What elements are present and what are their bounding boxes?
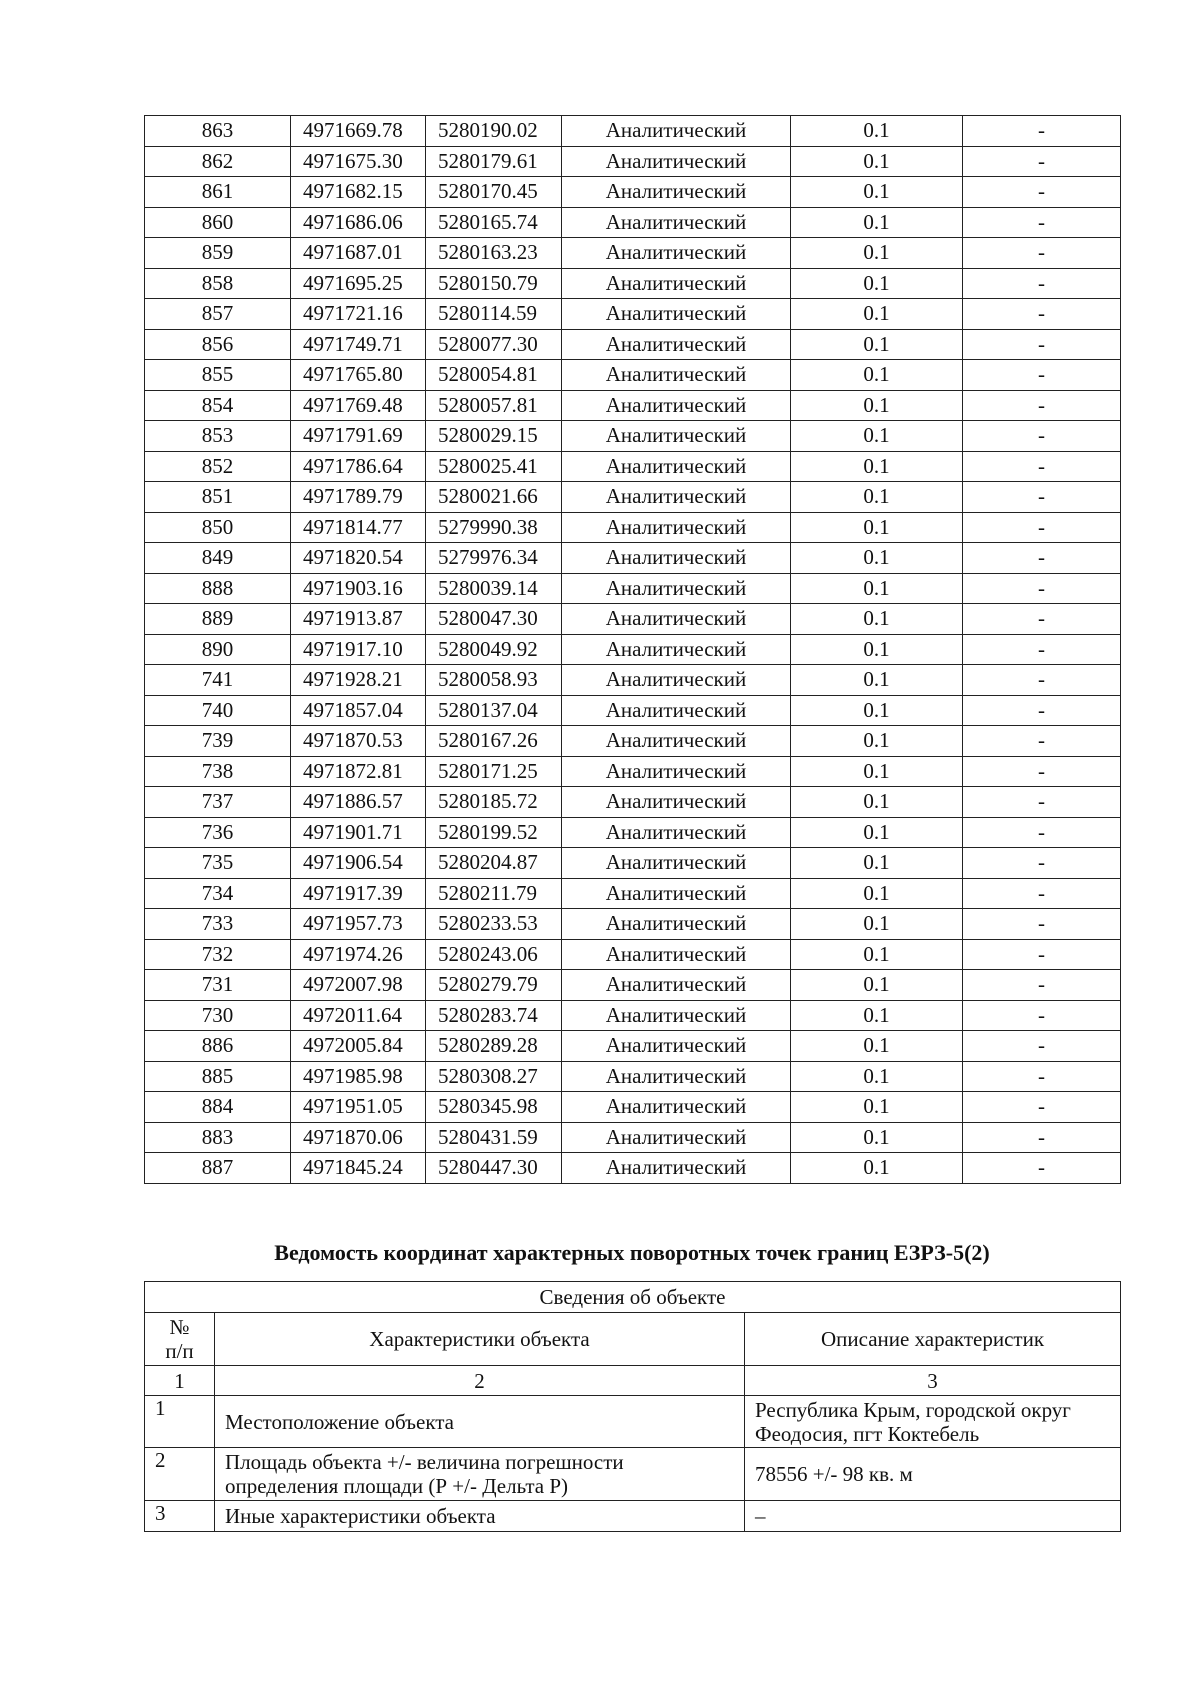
coordinate-row [145, 634, 1121, 665]
cell-x-coordinate: 4971957.73 [291, 909, 426, 940]
cell-description: - [963, 268, 1121, 299]
cell-point-number: 888 [145, 573, 291, 604]
cell-y-coordinate: 5280179.61 [426, 146, 562, 177]
cell-method: Аналитический [562, 390, 791, 421]
cell-method: Аналитический [562, 146, 791, 177]
cell-point-number: 734 [145, 878, 291, 909]
coordinate-row [145, 512, 1121, 543]
cell-method: Аналитический [562, 268, 791, 299]
cell-description: - [963, 1153, 1121, 1184]
cell-y-coordinate: 5280021.66 [426, 482, 562, 513]
cell-description: - [963, 299, 1121, 330]
cell-accuracy: 0.1 [791, 939, 963, 970]
cell-point-number: 889 [145, 604, 291, 635]
cell-point-number: 890 [145, 634, 291, 665]
cell-method: Аналитический [562, 1122, 791, 1153]
cell-accuracy: 0.1 [791, 634, 963, 665]
cell-description: - [963, 817, 1121, 848]
coordinate-row [145, 1031, 1121, 1062]
cell-point-number: 885 [145, 1061, 291, 1092]
coordinate-row [145, 604, 1121, 635]
cell-x-coordinate: 4971845.24 [291, 1153, 426, 1184]
cell-point-number: 738 [145, 756, 291, 787]
cell-point-number: 862 [145, 146, 291, 177]
cell-description: - [963, 1000, 1121, 1031]
coordinate-row [145, 1000, 1121, 1031]
coordinate-row [145, 695, 1121, 726]
info-row-characteristic: Площадь объекта +/- величина погрешности определения площади (Р +/- Дельта Р) [215, 1448, 745, 1501]
cell-x-coordinate: 4971886.57 [291, 787, 426, 818]
cell-method: Аналитический [562, 909, 791, 940]
col-number-3: 3 [745, 1366, 1121, 1396]
cell-accuracy: 0.1 [791, 1031, 963, 1062]
cell-accuracy: 0.1 [791, 543, 963, 574]
cell-description: - [963, 726, 1121, 757]
cell-x-coordinate: 4972005.84 [291, 1031, 426, 1062]
cell-method: Аналитический [562, 512, 791, 543]
coordinate-row [145, 726, 1121, 757]
info-row [145, 1448, 1121, 1501]
cell-point-number: 887 [145, 1153, 291, 1184]
cell-accuracy: 0.1 [791, 817, 963, 848]
cell-x-coordinate: 4971687.01 [291, 238, 426, 269]
cell-x-coordinate: 4971870.06 [291, 1122, 426, 1153]
coordinate-row [145, 299, 1121, 330]
cell-description: - [963, 512, 1121, 543]
cell-y-coordinate: 5280171.25 [426, 756, 562, 787]
coordinate-row [145, 787, 1121, 818]
cell-y-coordinate: 5280057.81 [426, 390, 562, 421]
cell-description: - [963, 787, 1121, 818]
cell-accuracy: 0.1 [791, 787, 963, 818]
cell-method: Аналитический [562, 451, 791, 482]
cell-x-coordinate: 4971928.21 [291, 665, 426, 696]
cell-method: Аналитический [562, 970, 791, 1001]
cell-y-coordinate: 5279976.34 [426, 543, 562, 574]
cell-x-coordinate: 4971695.25 [291, 268, 426, 299]
cell-accuracy: 0.1 [791, 970, 963, 1001]
cell-x-coordinate: 4971903.16 [291, 573, 426, 604]
cell-y-coordinate: 5280211.79 [426, 878, 562, 909]
cell-point-number: 733 [145, 909, 291, 940]
coordinate-row [145, 878, 1121, 909]
cell-x-coordinate: 4971721.16 [291, 299, 426, 330]
cell-point-number: 883 [145, 1122, 291, 1153]
info-row [145, 1396, 1121, 1448]
cell-point-number: 859 [145, 238, 291, 269]
cell-method: Аналитический [562, 848, 791, 879]
cell-description: - [963, 116, 1121, 147]
cell-y-coordinate: 5280185.72 [426, 787, 562, 818]
cell-method: Аналитический [562, 1061, 791, 1092]
cell-method: Аналитический [562, 787, 791, 818]
cell-y-coordinate: 5280233.53 [426, 909, 562, 940]
cell-x-coordinate: 4971765.80 [291, 360, 426, 391]
cell-point-number: 741 [145, 665, 291, 696]
cell-y-coordinate: 5280165.74 [426, 207, 562, 238]
object-info-table [144, 1281, 1121, 1532]
cell-x-coordinate: 4971749.71 [291, 329, 426, 360]
cell-method: Аналитический [562, 1031, 791, 1062]
cell-x-coordinate: 4971901.71 [291, 817, 426, 848]
cell-method: Аналитический [562, 1092, 791, 1123]
cell-x-coordinate: 4971872.81 [291, 756, 426, 787]
cell-accuracy: 0.1 [791, 909, 963, 940]
cell-x-coordinate: 4972011.64 [291, 1000, 426, 1031]
cell-accuracy: 0.1 [791, 116, 963, 147]
cell-point-number: 856 [145, 329, 291, 360]
cell-description: - [963, 177, 1121, 208]
cell-description: - [963, 146, 1121, 177]
cell-description: - [963, 451, 1121, 482]
coordinates-table [144, 115, 1121, 1184]
cell-y-coordinate: 5280345.98 [426, 1092, 562, 1123]
cell-accuracy: 0.1 [791, 177, 963, 208]
cell-description: - [963, 939, 1121, 970]
cell-x-coordinate: 4971814.77 [291, 512, 426, 543]
cell-method: Аналитический [562, 665, 791, 696]
info-table-header: Сведения об объекте [145, 1282, 1121, 1313]
cell-y-coordinate: 5280039.14 [426, 573, 562, 604]
cell-y-coordinate: 5280049.92 [426, 634, 562, 665]
cell-y-coordinate: 5280447.30 [426, 1153, 562, 1184]
coordinate-row [145, 177, 1121, 208]
cell-point-number: 850 [145, 512, 291, 543]
cell-accuracy: 0.1 [791, 1061, 963, 1092]
cell-point-number: 852 [145, 451, 291, 482]
cell-accuracy: 0.1 [791, 604, 963, 635]
cell-x-coordinate: 4971974.26 [291, 939, 426, 970]
cell-method: Аналитический [562, 299, 791, 330]
cell-accuracy: 0.1 [791, 299, 963, 330]
cell-accuracy: 0.1 [791, 1153, 963, 1184]
coordinate-row [145, 817, 1121, 848]
cell-description: - [963, 604, 1121, 635]
cell-y-coordinate: 5280283.74 [426, 1000, 562, 1031]
col-header-characteristics: Характеристики объекта [215, 1313, 745, 1366]
cell-x-coordinate: 4971786.64 [291, 451, 426, 482]
coordinate-row [145, 1061, 1121, 1092]
cell-method: Аналитический [562, 543, 791, 574]
cell-point-number: 855 [145, 360, 291, 391]
info-column-number-row [145, 1366, 1121, 1396]
cell-description: - [963, 695, 1121, 726]
cell-y-coordinate: 5280279.79 [426, 970, 562, 1001]
cell-accuracy: 0.1 [791, 1092, 963, 1123]
cell-method: Аналитический [562, 329, 791, 360]
coordinate-row [145, 451, 1121, 482]
cell-y-coordinate: 5280190.02 [426, 116, 562, 147]
cell-method: Аналитический [562, 939, 791, 970]
cell-y-coordinate: 5280204.87 [426, 848, 562, 879]
cell-point-number: 863 [145, 116, 291, 147]
cell-accuracy: 0.1 [791, 268, 963, 299]
cell-y-coordinate: 5280054.81 [426, 360, 562, 391]
coordinate-row [145, 970, 1121, 1001]
cell-method: Аналитический [562, 116, 791, 147]
cell-method: Аналитический [562, 360, 791, 391]
cell-accuracy: 0.1 [791, 329, 963, 360]
cell-method: Аналитический [562, 207, 791, 238]
info-header-row [145, 1282, 1121, 1313]
cell-point-number: 730 [145, 1000, 291, 1031]
cell-description: - [963, 482, 1121, 513]
cell-x-coordinate: 4971870.53 [291, 726, 426, 757]
cell-y-coordinate: 5280137.04 [426, 695, 562, 726]
cell-accuracy: 0.1 [791, 451, 963, 482]
coordinate-row [145, 665, 1121, 696]
cell-description: - [963, 1031, 1121, 1062]
cell-method: Аналитический [562, 756, 791, 787]
cell-method: Аналитический [562, 817, 791, 848]
coordinate-row [145, 482, 1121, 513]
cell-y-coordinate: 5280029.15 [426, 421, 562, 452]
cell-method: Аналитический [562, 878, 791, 909]
cell-accuracy: 0.1 [791, 238, 963, 269]
info-column-header-row [145, 1313, 1121, 1366]
cell-x-coordinate: 4971669.78 [291, 116, 426, 147]
coordinate-row [145, 756, 1121, 787]
cell-method: Аналитический [562, 573, 791, 604]
cell-y-coordinate: 5280289.28 [426, 1031, 562, 1062]
cell-x-coordinate: 4971769.48 [291, 390, 426, 421]
col-number-2: 2 [215, 1366, 745, 1396]
cell-point-number: 854 [145, 390, 291, 421]
coordinate-row [145, 390, 1121, 421]
cell-accuracy: 0.1 [791, 360, 963, 391]
cell-x-coordinate: 4971913.87 [291, 604, 426, 635]
cell-accuracy: 0.1 [791, 878, 963, 909]
info-row-characteristic: Иные характеристики объекта [215, 1501, 745, 1532]
coordinate-row [145, 116, 1121, 147]
coordinate-row [145, 1092, 1121, 1123]
cell-description: - [963, 756, 1121, 787]
cell-description: - [963, 543, 1121, 574]
cell-method: Аналитический [562, 482, 791, 513]
coordinate-row [145, 421, 1121, 452]
coordinate-row [145, 1153, 1121, 1184]
cell-point-number: 886 [145, 1031, 291, 1062]
cell-y-coordinate: 5280170.45 [426, 177, 562, 208]
coordinate-row [145, 848, 1121, 879]
cell-description: - [963, 1092, 1121, 1123]
coordinate-row [145, 329, 1121, 360]
coordinate-row [145, 543, 1121, 574]
cell-point-number: 735 [145, 848, 291, 879]
coordinate-row [145, 268, 1121, 299]
coordinate-row [145, 207, 1121, 238]
coordinate-row [145, 238, 1121, 269]
cell-x-coordinate: 4971675.30 [291, 146, 426, 177]
cell-x-coordinate: 4971682.15 [291, 177, 426, 208]
cell-x-coordinate: 4971686.06 [291, 207, 426, 238]
cell-accuracy: 0.1 [791, 695, 963, 726]
cell-point-number: 857 [145, 299, 291, 330]
cell-description: - [963, 848, 1121, 879]
cell-point-number: 740 [145, 695, 291, 726]
cell-point-number: 861 [145, 177, 291, 208]
cell-accuracy: 0.1 [791, 573, 963, 604]
cell-accuracy: 0.1 [791, 390, 963, 421]
info-row-description: Республика Крым, городской округ Феодосия, пгт Коктебель [745, 1396, 1121, 1448]
cell-x-coordinate: 4971906.54 [291, 848, 426, 879]
cell-y-coordinate: 5280114.59 [426, 299, 562, 330]
cell-description: - [963, 573, 1121, 604]
cell-description: - [963, 207, 1121, 238]
cell-description: - [963, 970, 1121, 1001]
cell-description: - [963, 1122, 1121, 1153]
cell-point-number: 739 [145, 726, 291, 757]
cell-y-coordinate: 5280308.27 [426, 1061, 562, 1092]
info-row-number: 3 [145, 1501, 215, 1532]
info-row-description: 78556 +/- 98 кв. м [745, 1448, 1121, 1501]
coordinate-row [145, 146, 1121, 177]
cell-accuracy: 0.1 [791, 726, 963, 757]
col-header-description: Описание характеристик [745, 1313, 1121, 1366]
coordinates-table-body [145, 116, 1121, 1184]
info-row-number: 2 [145, 1448, 215, 1501]
info-row-number: 1 [145, 1396, 215, 1448]
cell-y-coordinate: 5280150.79 [426, 268, 562, 299]
cell-method: Аналитический [562, 1153, 791, 1184]
info-row [145, 1501, 1121, 1532]
cell-y-coordinate: 5280243.06 [426, 939, 562, 970]
cell-method: Аналитический [562, 634, 791, 665]
cell-point-number: 851 [145, 482, 291, 513]
cell-method: Аналитический [562, 604, 791, 635]
section-title: Ведомость координат характерных поворотных точек границ ЕЗРЗ-5(2) [274, 1240, 990, 1265]
cell-method: Аналитический [562, 177, 791, 208]
cell-x-coordinate: 4971857.04 [291, 695, 426, 726]
cell-description: - [963, 390, 1121, 421]
cell-y-coordinate: 5279990.38 [426, 512, 562, 543]
col-number-1: 1 [145, 1366, 215, 1396]
col-header-number: № п/п [145, 1313, 215, 1366]
cell-description: - [963, 665, 1121, 696]
cell-x-coordinate: 4972007.98 [291, 970, 426, 1001]
cell-y-coordinate: 5280431.59 [426, 1122, 562, 1153]
cell-accuracy: 0.1 [791, 756, 963, 787]
cell-x-coordinate: 4971917.10 [291, 634, 426, 665]
cell-x-coordinate: 4971917.39 [291, 878, 426, 909]
cell-accuracy: 0.1 [791, 482, 963, 513]
cell-y-coordinate: 5280199.52 [426, 817, 562, 848]
cell-description: - [963, 360, 1121, 391]
coordinate-row [145, 909, 1121, 940]
cell-point-number: 858 [145, 268, 291, 299]
cell-description: - [963, 1061, 1121, 1092]
cell-point-number: 737 [145, 787, 291, 818]
info-row-description: – [745, 1501, 1121, 1532]
cell-accuracy: 0.1 [791, 848, 963, 879]
cell-x-coordinate: 4971985.98 [291, 1061, 426, 1092]
cell-method: Аналитический [562, 726, 791, 757]
cell-y-coordinate: 5280058.93 [426, 665, 562, 696]
cell-method: Аналитический [562, 421, 791, 452]
cell-x-coordinate: 4971951.05 [291, 1092, 426, 1123]
cell-description: - [963, 878, 1121, 909]
cell-description: - [963, 329, 1121, 360]
cell-point-number: 736 [145, 817, 291, 848]
cell-description: - [963, 634, 1121, 665]
coordinate-row [145, 1122, 1121, 1153]
coordinate-row [145, 939, 1121, 970]
cell-method: Аналитический [562, 695, 791, 726]
cell-point-number: 853 [145, 421, 291, 452]
cell-y-coordinate: 5280047.30 [426, 604, 562, 635]
cell-point-number: 731 [145, 970, 291, 1001]
cell-description: - [963, 909, 1121, 940]
cell-accuracy: 0.1 [791, 512, 963, 543]
cell-accuracy: 0.1 [791, 146, 963, 177]
cell-point-number: 849 [145, 543, 291, 574]
cell-accuracy: 0.1 [791, 1122, 963, 1153]
cell-y-coordinate: 5280167.26 [426, 726, 562, 757]
cell-y-coordinate: 5280025.41 [426, 451, 562, 482]
cell-method: Аналитический [562, 1000, 791, 1031]
cell-x-coordinate: 4971789.79 [291, 482, 426, 513]
coordinate-row [145, 573, 1121, 604]
coordinate-row [145, 360, 1121, 391]
cell-description: - [963, 238, 1121, 269]
cell-description: - [963, 421, 1121, 452]
cell-accuracy: 0.1 [791, 665, 963, 696]
cell-point-number: 860 [145, 207, 291, 238]
cell-method: Аналитический [562, 238, 791, 269]
cell-y-coordinate: 5280077.30 [426, 329, 562, 360]
info-row-characteristic: Местоположение объекта [215, 1396, 745, 1448]
cell-accuracy: 0.1 [791, 1000, 963, 1031]
cell-point-number: 884 [145, 1092, 291, 1123]
cell-x-coordinate: 4971791.69 [291, 421, 426, 452]
cell-accuracy: 0.1 [791, 421, 963, 452]
cell-y-coordinate: 5280163.23 [426, 238, 562, 269]
cell-accuracy: 0.1 [791, 207, 963, 238]
cell-point-number: 732 [145, 939, 291, 970]
cell-x-coordinate: 4971820.54 [291, 543, 426, 574]
